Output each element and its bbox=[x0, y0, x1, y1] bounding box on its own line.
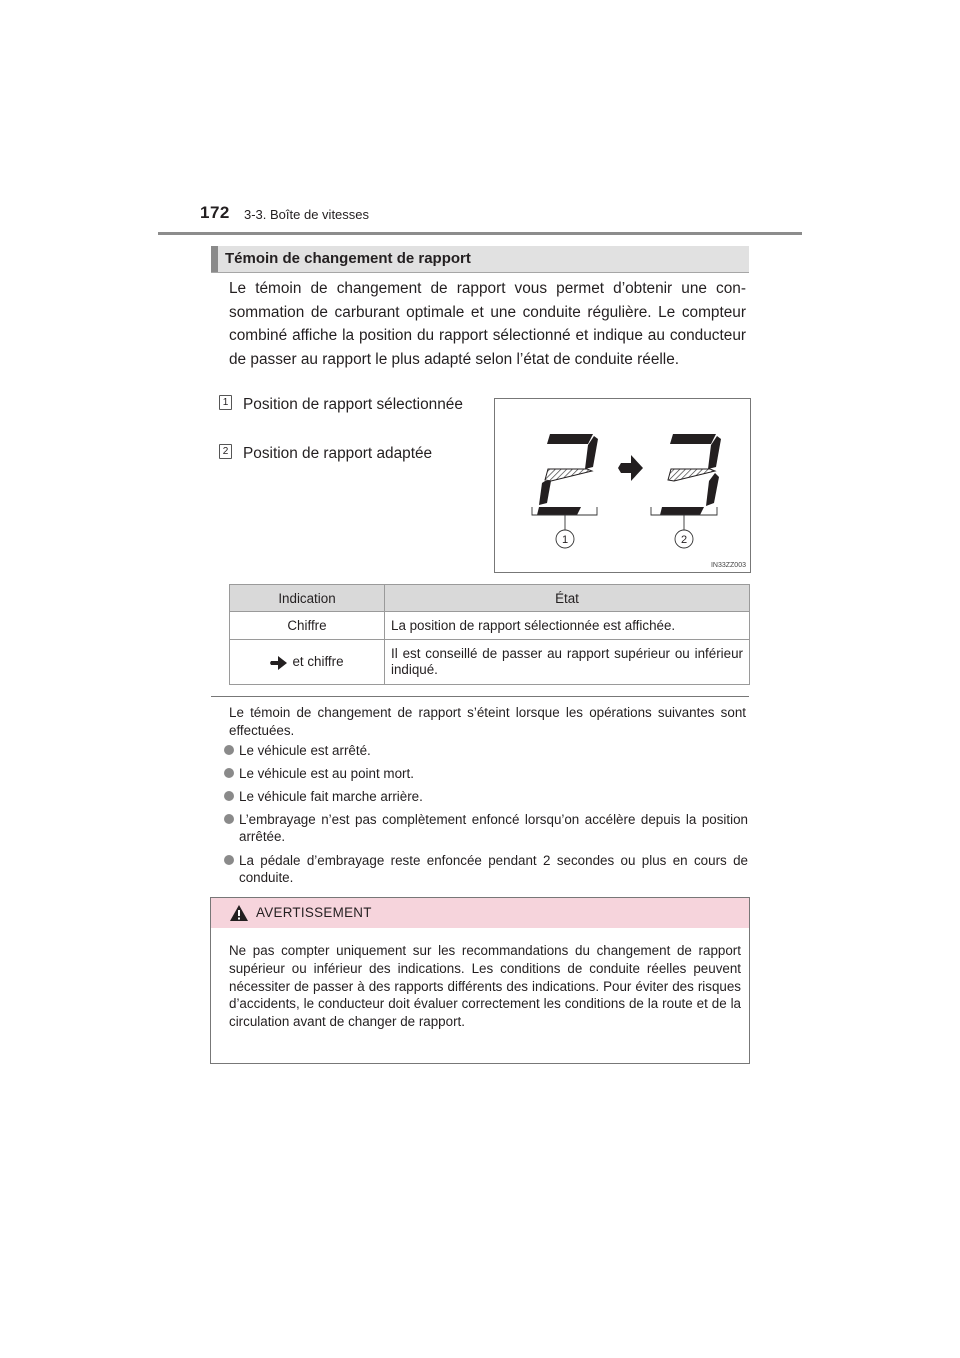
bullet-icon bbox=[224, 855, 234, 865]
heading-accent bbox=[211, 246, 218, 272]
header-etat: État bbox=[385, 585, 750, 612]
gear-display-illustration bbox=[495, 399, 750, 572]
warning-triangle-icon bbox=[229, 904, 249, 922]
digit-3-icon bbox=[660, 434, 721, 515]
bullet-icon bbox=[224, 791, 234, 801]
gear-shift-figure bbox=[494, 398, 751, 573]
callout-label-2: Position de rapport adaptée bbox=[243, 445, 433, 462]
cell-etat: Il est conseillé de passer au rapport supérieur ou inférieur indiqué. bbox=[385, 640, 750, 685]
figure-callout-2: 2 bbox=[680, 534, 688, 546]
running-header: 3-3. Boîte de vitesses bbox=[244, 207, 370, 222]
warning-box bbox=[210, 897, 750, 1064]
header-indication: Indication bbox=[230, 585, 385, 612]
callout-number-1: 1 bbox=[219, 395, 232, 410]
list-item: Le véhicule est arrêté. bbox=[224, 742, 748, 759]
warning-text: Ne pas compter uniquement sur les recommandations du changement de rapport supérieur ou inférieur des indications. Les conditions de conduite réelles peuvent nécessiter de passer à des rapports différents des indications. Pour éviter des risques d’accidents, le conducteur doit évaluer correctement les conditions de la route et de la circulation avant de changer de rapport. bbox=[229, 943, 741, 1030]
figure-callout-1: 1 bbox=[561, 534, 569, 546]
notes-divider bbox=[211, 696, 749, 697]
cell-etat: La position de rapport sélectionnée est affichée. bbox=[385, 612, 750, 640]
bullet-icon bbox=[224, 814, 234, 824]
indication-table bbox=[229, 584, 750, 685]
section-heading bbox=[211, 246, 749, 273]
table-row bbox=[230, 640, 750, 685]
list-item: La pédale d’embrayage reste enfoncée pendant 2 secondes ou plus en cours de conduite. bbox=[224, 852, 748, 886]
list-item: Le véhicule fait marche arrière. bbox=[224, 788, 748, 805]
list-item: Le véhicule est au point mort. bbox=[224, 765, 748, 782]
page-number: 172 bbox=[200, 203, 230, 222]
right-arrow-icon bbox=[618, 455, 643, 481]
cell-indication bbox=[230, 640, 385, 685]
figure-code: IN33ZZ003 bbox=[710, 562, 746, 569]
digit-2-icon bbox=[537, 434, 598, 515]
section-title: Témoin de changement de rapport bbox=[225, 250, 471, 267]
callout-label-1: Position de rapport sélectionnée bbox=[243, 396, 463, 413]
intro-paragraph: Le témoin de changement de rapport vous permet d’obtenir une consommation de carburant optimale et une conduite régulière. Le compteur combiné affiche la position du rapport sélectionné et indique au conducteur de passer au rapport le plus adapté selon l’état de conduite réelle. bbox=[229, 280, 746, 368]
list-item: L’embrayage n’est pas complètement enfoncé lorsqu’on accélère depuis la position arrêtée. bbox=[224, 811, 748, 845]
cell-indication: Chiffre bbox=[230, 612, 385, 640]
indication-label: et chiffre bbox=[292, 654, 344, 670]
right-arrow-icon bbox=[270, 656, 288, 670]
bullet-icon bbox=[224, 745, 234, 755]
notes-intro: Le témoin de changement de rapport s’éteint lorsque les opérations suivantes sont effectuées. bbox=[229, 705, 746, 738]
header-rule bbox=[158, 232, 802, 235]
bullet-icon bbox=[224, 768, 234, 778]
warning-header bbox=[211, 898, 749, 928]
callout-number-2: 2 bbox=[219, 444, 232, 459]
table-header-row bbox=[230, 585, 750, 612]
table-row bbox=[230, 612, 750, 640]
warning-title: AVERTISSEMENT bbox=[256, 905, 372, 920]
